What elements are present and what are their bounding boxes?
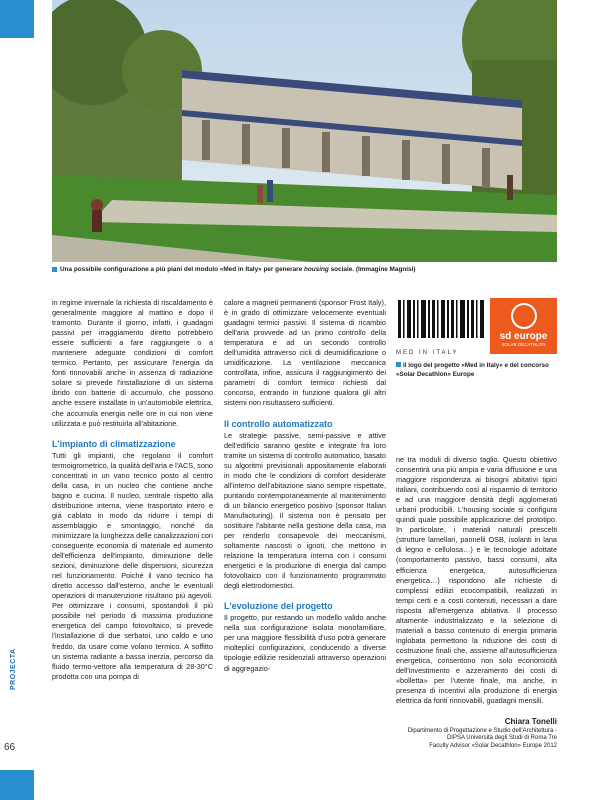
logo-caption-text: Il logo del progetto «Med in Italy» e del concorso «Solar Decathlon» Europe <box>396 362 549 378</box>
column-3 <box>396 455 557 706</box>
author-block <box>396 718 557 750</box>
med-in-italy-logo <box>396 298 486 354</box>
author-affiliation-1: Dipartimento di Progettazione e Studio dell'Architettura - <box>407 727 557 734</box>
author-affiliation-3: Faculty Advisor «Solar Decathlon» Europe 2012 <box>429 742 557 749</box>
page-number: 66 <box>4 742 16 753</box>
col1-paragraph-1: in regime invernale la richiesta di riscaldamento è generalmente maggiore al mattino e dopo il tramonto. Durante il giorno, infatti, i guadagni passivi per irraggiamento diretto potrebbero essere sufficienti a fare raggiungere o a mantenere adeguate condizioni di comfort termico. Pertanto, per assicurare l'energia da fonti rinnovabili anche in assenza di radiazione solare si prevede l'installazione di un sistema ibrido con batterie di accumulo, che possono anche essere installate in un'automobile elettrica, che accumula energia nelle ore in cui non viene utilizzata e può restituirla all'abitazione. <box>52 298 213 428</box>
col1-paragraph-2: Tutti gli impianti, che regolano il comfort termoigrometrico, la qualità dell'aria e l'ACS, sono concentrati in un vano tecnico posto al centro della casa, in un nucleo che contiene anche bagno e cucina. Il nucleo, centrale rispetto alla distribuzione interna, viene trasportato intero e già cablato in modo da ridurre i tempi di assemblaggio e smontaggio, nonché da minimizzare la lunghezza delle canalizzazioni con conseguente economia di materiale ed aumento dell'efficienza dell'impianto, diminuzione delle sezioni, diminuzione delle dispersioni, sicurezza nel funzionamento. Poiché il vano tecnico ha diretto accesso dall'esterno, anche le eventuali operazioni di manutenzione risultano più agevoli. Per ottimizzare i consumi, spostandoli il più possibile nel periodo di massima produzione energetica del campo fotovoltaico, si prevede l'installazione di due serbatoi, uno caldo e uno freddo, da usare come volano termico. A soffitto un sistema radiante a bassa inerzia, percorso da fluido termo-vettore alla temperatura di 28-30°C prodotta con una pompa di <box>52 450 213 681</box>
project-logos <box>396 298 557 356</box>
caption-lead: Una possibile configurazione a più piani del modulo «Med in Italy» per generare <box>60 266 304 273</box>
brand-vertical-label: PROJECTA <box>10 648 17 690</box>
col2-paragraph-3: Il progetto, pur restando un modello valido anche nella sua configurazione isolata monofamiliare, per una maggiore flessibilità d'uso potrà generare molteplici configurazioni, conducendo a diverse tipologie edilizie residenziali attraverso operazioni di aggregazio- <box>224 613 386 673</box>
sd-europe-logo <box>490 298 557 354</box>
corner-accent-block <box>0 0 34 38</box>
col2-heading-1: Il controllo automatizzato <box>224 418 333 429</box>
caption-tail: sociale. (Immagine Magnisi) <box>328 266 416 273</box>
sd-person-icon <box>511 303 537 329</box>
hero-caption <box>52 266 557 273</box>
col3-paragraph-1: ne tra moduli di diverso taglio. Questo obiettivo consentirà una più ampia e varia diffusione e una maggiore rispondenza ai bisogni abitativi tipici italiani, contribuendo così al risparmio di territorio e ad una maggiore densità degli agglomerati urbani producibili. L'housing sociale si configura quindi quale possibile applicazione del prototipo. In particolare, i materiali naturali prescelti (strutture lamellari, pannelli OSB, isolanti in lana di legno e cellulosa…) e le tecnologie adottate (comportamento passivo, bassi consumi, alta efficienza energetica, autosufficienza energetica…) rispondono alle richieste di complessi edilizi ecocompatibili, realizzati in tempi certi e a costi contenuti, necessari a dare risposta all'emergenza abitativa. Il processo altamente industrializzato e la selezione di materiali a basso contenuto di energia primaria inglobata permettono la riduzione dei costi di costruzione finali che, assieme all'autosufficienza energetica, consentono non solo economicità dell'investimento e azzeramento dei costi di «bolletta» per l'utente finale, ma anche, in presenza di incentivi alla produzione di energia elettrica da fonti rinnovabili, guadagni mensili. <box>396 455 557 706</box>
logo-caption <box>396 362 557 379</box>
col2-heading-2: L'evoluzione del progetto <box>224 601 333 612</box>
column-2 <box>224 298 386 674</box>
bottom-accent-block <box>0 770 34 800</box>
column-1 <box>52 298 213 682</box>
author-affiliation-2: DIPSA Università degli Studi di Roma Tre <box>446 735 557 741</box>
col2-paragraph-2: Le strategie passive, semi-passive e attive dell'edificio saranno gestite e integrate fra loro tramite un sistema di controllo automatico, basato su algoritmi previsionali appositamente elaborati in modo che le condizioni di comfort desiderate all'interno dell'abitazione siano sempre rispettate, puntando contemporaneamente al mantenimento di un bilancio energetico positivo (sponsor Italian Manufacturing). Il sistema non è pensato per sostituire l'abitante nella gestione della casa, ma per renderlo consapevole dei meccanismi, soltamente nascosti o ignoti, che mettono in relazione la temperatura interna con i consumi energetici e la produzione di energia dal campo fotovoltaico con il funzionamento programmato degli elettrodomestici. <box>224 430 386 591</box>
sd-europe-text: sd europe <box>499 331 548 342</box>
hero-image <box>52 0 557 262</box>
col2-paragraph-1: calore a magneti permanenti (sponsor Frost Italy), è in grado di ottimizzare velocemente eventuali guadagni termici passivi. Il sistema di ricambio dell'aria provvede ad un primo controllo della temperatura e ad un secondo controllo dell'umidità attraverso cicli di deumidificazione o umidificazione. La ventilazione meccanica controllata, infine, assicura il raggiungimento dei parametri di comfort termico richiesti dal concorso, entrando in funzione qualora gli altri sistemi non risultassero sufficienti. <box>224 298 386 408</box>
caption-bullet <box>52 267 57 272</box>
sd-europe-subtext: SOLAR DECATHLON <box>501 342 546 347</box>
author-name: Chiara Tonelli <box>504 717 557 726</box>
med-in-italy-text: MED IN ITALY <box>396 350 459 356</box>
col1-heading: L'impianto di climatizzazione <box>52 438 176 449</box>
caption-italic: housing <box>303 266 329 273</box>
logo-caption-bullet <box>396 362 401 367</box>
